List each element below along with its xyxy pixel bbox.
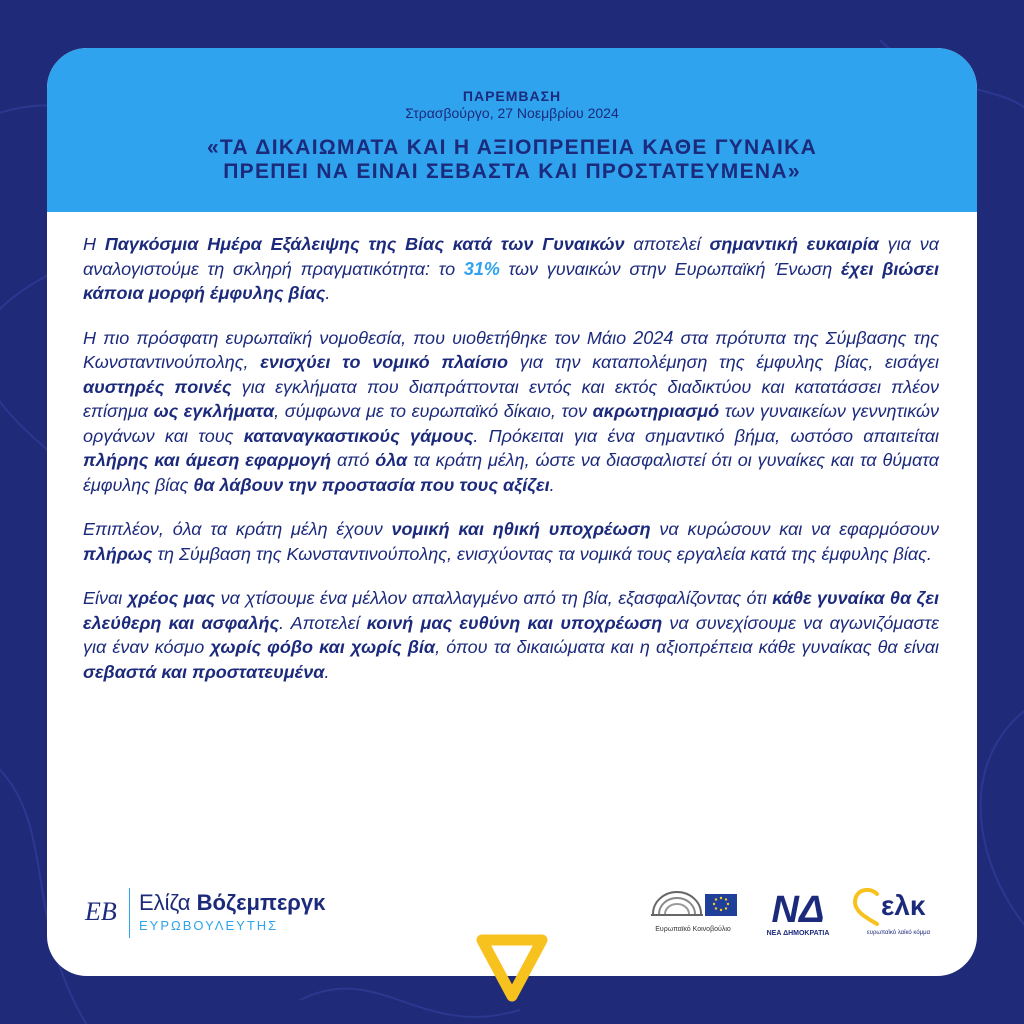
text-segment: καταναγκαστικούς γάμους	[243, 425, 474, 446]
text-segment: αυστηρές ποινές	[83, 376, 232, 397]
text-segment: να χτίσουμε ένα μέλλον απαλλαγμένο από τη βία, εξασφαλίζοντας ότι	[215, 588, 773, 608]
yellow-triangle-mark-icon	[470, 930, 554, 1008]
text-segment: για να αναλογιστούμε τη σκληρή πραγματικότητα: το	[83, 234, 939, 279]
european-parliament-logo	[647, 880, 739, 936]
text-segment: των γυναικών στην Ευρωπαϊκή Ένωση	[499, 258, 841, 279]
ep-caption: Ευρωπαϊκό Κοινοβούλιο	[655, 926, 731, 933]
header-label: ΠΑΡΕΜΒΑΣΗ	[462, 88, 562, 104]
text-segment: ακρωτηριασμό	[592, 401, 720, 421]
text-segment: να συνεχίσουμε να αγωνιζόμαστε για έναν κόσμο	[83, 612, 939, 657]
signature-role: ΕΥΡΩΒΟΥΛΕΥΤΗΣ	[139, 918, 279, 933]
nd-mark-icon	[757, 884, 839, 928]
text-segment: χρέος μας	[127, 588, 216, 608]
text-segment: των γυναικείων γεννητικών οργάνων και τους	[83, 401, 939, 446]
text-segment: Η πιο πρόσφατη ευρωπαϊκή νομοθεσία, που υιοθετήθηκε τον Μάιο 2024 στα πρότυπα της Σύμβασης της Κωνσταντινούπολης,	[83, 327, 939, 372]
statement-body	[83, 232, 939, 704]
text-segment: Είναι	[83, 588, 128, 608]
text-segment: .	[324, 661, 330, 682]
paragraph-4	[83, 586, 939, 684]
monogram-logo	[83, 890, 123, 930]
text-segment: από	[331, 450, 376, 470]
header-date: Στρασβούργο, 27 Νοεμβρίου 2024	[405, 105, 619, 121]
paragraph-3	[83, 517, 939, 566]
card-header	[47, 48, 977, 212]
nea-dimokratia-logo	[757, 884, 839, 940]
paragraph-2	[83, 326, 939, 498]
text-segment: πλήρως	[83, 543, 153, 564]
first-name: Ελίζα	[139, 890, 191, 915]
text-segment: νομική και ηθική υποχρέωση	[391, 519, 651, 539]
text-segment: , σύμφωνα με το ευρωπαϊκό δίκαιο, τον	[274, 401, 593, 421]
text-segment: πλήρης και άμεση εφαρμογή	[83, 450, 332, 470]
text-segment: , όπου τα δικαιώματα και η αξιοπρέπεια κάθε γυναίκας θα είναι	[435, 637, 939, 657]
content-card	[47, 48, 977, 976]
text-segment: ως εγκλήματα	[153, 401, 275, 421]
text-segment: χωρίς φόβο και χωρίς βία	[210, 637, 436, 657]
nd-caption: ΝΕΑ ΔΗΜΟΚΡΑΤΙΑ	[766, 930, 830, 937]
text-segment: να κυρώσουν και να εφαρμόσουν	[650, 519, 939, 539]
signature-block	[83, 886, 413, 942]
text-segment: έχει βιώσει κάποια μορφή έμφυλης βίας	[83, 258, 939, 303]
header-title	[47, 136, 977, 184]
text-segment: τα κράτη μέλη, ώστε να διασφαλιστεί ότι οι γυναίκες και τα θύματα έμφυλης βίας	[83, 450, 940, 495]
text-segment: τη Σύμβαση της Κωνσταντινούπολης, ενισχύοντας τα νομικά τους εργαλεία κατά της έμφυλης βίας.	[152, 543, 932, 564]
text-segment: αποτελεί	[624, 234, 710, 254]
text-segment: κοινή μας ευθύνη και υποχρέωση	[366, 612, 663, 633]
nd-mark-text: ΝΔ	[771, 889, 825, 928]
parliament-icon	[647, 880, 739, 924]
text-segment: για την καταπολέμηση της έμφυλης βίας, εισάγει	[508, 352, 939, 372]
signature-divider	[129, 888, 130, 938]
text-segment: 31%	[463, 258, 500, 279]
text-segment: Η	[83, 234, 105, 254]
text-segment: ενισχύει το νομικό πλαίσιο	[260, 352, 509, 372]
last-name: Βόζεμπεργκ	[196, 890, 326, 915]
header-title-line-2: ΠΡΕΠΕΙ ΝΑ ΕΙΝΑΙ ΣΕΒΑΣΤΑ ΚΑΙ ΠΡΟΣΤΑΤΕΥΜΕΝΑ»	[223, 160, 801, 183]
text-segment: . Πρόκειται για ένα σημαντικό βήμα, ωστόσο απαιτείται	[473, 425, 939, 446]
text-segment: κάθε γυναίκα θα ζει ελεύθερη και ασφαλής	[83, 588, 939, 633]
header-title-line-1: «ΤΑ ΔΙΚΑΙΩΜΑΤΑ ΚΑΙ Η ΑΞΙΟΠΡΕΠΕΙΑ ΚΑΘΕ ΓΥΝΑΙΚΑ	[206, 136, 818, 159]
text-segment: .	[325, 283, 331, 303]
text-segment: Παγκόσμια Ημέρα Εξάλειψης της Βίας κατά των Γυναικών	[104, 234, 625, 254]
text-segment: όλα	[375, 450, 408, 470]
text-segment: θα λάβουν την προστασία που τους αξίζει	[193, 474, 550, 495]
paragraph-1	[83, 232, 939, 306]
elk-caption: ευρωπαϊκό λαϊκό κόμμα	[867, 930, 931, 936]
text-segment: Επιπλέον, όλα τα κράτη μέλη έχουν	[83, 519, 392, 539]
elk-logo	[847, 884, 947, 940]
text-segment: σεβαστά και προστατευμένα	[83, 661, 325, 682]
monogram-text: ЕB	[85, 897, 117, 926]
text-segment: .	[549, 474, 555, 495]
text-segment: για εγκλήματα που διαπράττονται εντός και εκτός διαδικτύου και κατατάσσει πλέον επίσημα	[83, 376, 939, 421]
signature-name	[139, 890, 325, 916]
text-segment: σημαντική ευκαιρία	[709, 234, 879, 254]
text-segment: . Αποτελεί	[279, 612, 367, 633]
elk-text: ελκ	[881, 890, 926, 921]
